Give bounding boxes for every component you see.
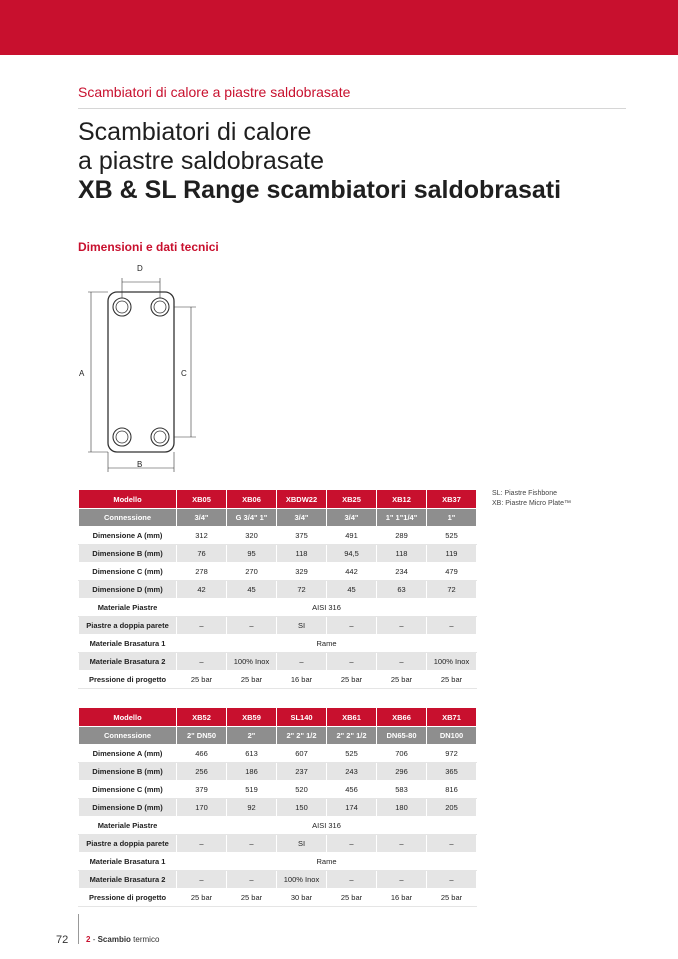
header-cell: XB25 xyxy=(327,490,377,509)
header-cell: XB61 xyxy=(327,708,377,727)
table-row xyxy=(79,745,477,763)
table-cell: – xyxy=(177,617,227,635)
table-cell: 25 bar xyxy=(427,671,477,689)
table-row xyxy=(79,853,477,871)
row-label: Materiale Piastre xyxy=(79,599,177,617)
table-cell: 3/4" xyxy=(177,509,227,527)
table-cell: 42 xyxy=(177,581,227,599)
table-row xyxy=(79,817,477,835)
title-line-2: a piastre saldobrasate xyxy=(78,147,324,175)
table-row xyxy=(79,727,477,745)
table-row xyxy=(79,653,477,671)
table-cell: 320 xyxy=(227,527,277,545)
footer-section-rest: termico xyxy=(133,935,160,944)
table-cell: DN100 xyxy=(427,727,477,745)
row-label: Dimensione D (mm) xyxy=(79,799,177,817)
header-cell: XB59 xyxy=(227,708,277,727)
table-cell: 174 xyxy=(327,799,377,817)
table-cell: 100% Inox xyxy=(277,871,327,889)
table-cell: – xyxy=(327,835,377,853)
table-cell: – xyxy=(377,835,427,853)
table-row xyxy=(79,635,477,653)
row-label: Dimensione A (mm) xyxy=(79,527,177,545)
table-cell: 289 xyxy=(377,527,427,545)
label-c: C xyxy=(181,369,187,378)
header-cell: XB37 xyxy=(427,490,477,509)
header-divider xyxy=(78,108,626,109)
table-cell: – xyxy=(177,835,227,853)
header-cell: SL140 xyxy=(277,708,327,727)
table-cell: 25 bar xyxy=(227,671,277,689)
header-cell: XB12 xyxy=(377,490,427,509)
row-label: Dimensione B (mm) xyxy=(79,763,177,781)
table-cell: 2" 2" 1/2 xyxy=(277,727,327,745)
title-line-1: Scambiatori di calore xyxy=(78,118,312,146)
plate-notes xyxy=(492,489,571,509)
table-row xyxy=(79,527,477,545)
table-cell: – xyxy=(427,871,477,889)
table-cell: 186 xyxy=(227,763,277,781)
table-cell: – xyxy=(227,835,277,853)
table-row xyxy=(79,781,477,799)
header-cell: Modello xyxy=(79,490,177,509)
label-b: B xyxy=(137,460,143,469)
table-cell: 525 xyxy=(427,527,477,545)
row-label: Pressione di progetto xyxy=(79,889,177,907)
table-cell: – xyxy=(327,871,377,889)
row-label: Materiale Brasatura 2 xyxy=(79,653,177,671)
table-cell: Rame xyxy=(177,853,477,871)
table-cell: 519 xyxy=(227,781,277,799)
header-cell: XBDW22 xyxy=(277,490,327,509)
row-label: Connessione xyxy=(79,509,177,527)
table-row xyxy=(79,871,477,889)
footer-separator: - xyxy=(92,935,96,944)
row-label: Dimensione C (mm) xyxy=(79,781,177,799)
table-cell: 3/4" xyxy=(327,509,377,527)
row-label: Piastre a doppia parete xyxy=(79,617,177,635)
table-row xyxy=(79,509,477,527)
table-cell: 72 xyxy=(427,581,477,599)
table-cell: 72 xyxy=(277,581,327,599)
table-cell: 2" 2" 1/2 xyxy=(327,727,377,745)
table-cell: 95 xyxy=(227,545,277,563)
table-cell: – xyxy=(327,653,377,671)
table-cell: Rame xyxy=(177,635,477,653)
table-row xyxy=(79,799,477,817)
note-xb: XB: Piastre Micro Plate™ xyxy=(492,500,571,507)
spec-table-2 xyxy=(78,707,477,907)
page-number: 72 xyxy=(56,934,69,946)
row-label: Dimensione B (mm) xyxy=(79,545,177,563)
dimension-diagram xyxy=(74,258,204,483)
table-row xyxy=(79,599,477,617)
header-cell: XB66 xyxy=(377,708,427,727)
table-cell: 456 xyxy=(327,781,377,799)
row-label: Connessione xyxy=(79,727,177,745)
header-cell: XB06 xyxy=(227,490,277,509)
plate-outline xyxy=(108,292,174,452)
table-cell: 76 xyxy=(177,545,227,563)
header-cell: XB52 xyxy=(177,708,227,727)
table-cell: 2" DN50 xyxy=(177,727,227,745)
table-cell: 365 xyxy=(427,763,477,781)
table-cell: 3/4" xyxy=(277,509,327,527)
table-cell: 25 bar xyxy=(327,889,377,907)
table-row xyxy=(79,835,477,853)
footer-section-bold: Scambio xyxy=(97,935,131,944)
spec-table-1 xyxy=(78,489,477,689)
table-cell: G 3/4" 1" xyxy=(227,509,277,527)
header-cell: XB05 xyxy=(177,490,227,509)
table-cell: 607 xyxy=(277,745,327,763)
table-cell: 1" xyxy=(427,509,477,527)
table-cell: – xyxy=(327,617,377,635)
row-label: Dimensione D (mm) xyxy=(79,581,177,599)
table-cell: – xyxy=(277,653,327,671)
table-cell: 972 xyxy=(427,745,477,763)
table-cell: 270 xyxy=(227,563,277,581)
table-cell: 379 xyxy=(177,781,227,799)
row-label: Dimensione C (mm) xyxy=(79,563,177,581)
footer-section xyxy=(86,935,159,944)
table-cell: 119 xyxy=(427,545,477,563)
subheading: Dimensioni e dati tecnici xyxy=(78,240,219,254)
table-cell: 256 xyxy=(177,763,227,781)
page-title xyxy=(78,118,561,205)
table-cell: 118 xyxy=(277,545,327,563)
label-a: A xyxy=(79,369,85,378)
section-title: Scambiatori di calore a piastre saldobrasate xyxy=(78,84,351,100)
table-cell: 296 xyxy=(377,763,427,781)
table-cell: SI xyxy=(277,617,327,635)
table-cell: – xyxy=(177,871,227,889)
table-cell: 150 xyxy=(277,799,327,817)
table-cell: 16 bar xyxy=(377,889,427,907)
table-header-row xyxy=(79,708,477,727)
table-cell: 375 xyxy=(277,527,327,545)
table-cell: 25 bar xyxy=(177,889,227,907)
table-cell: 180 xyxy=(377,799,427,817)
table-cell: – xyxy=(227,617,277,635)
row-label: Materiale Piastre xyxy=(79,817,177,835)
table-row xyxy=(79,545,477,563)
table-cell: 312 xyxy=(177,527,227,545)
section-number: 2 xyxy=(86,935,91,944)
table-row xyxy=(79,763,477,781)
title-line-3: XB & SL Range scambiatori saldobrasati xyxy=(78,176,562,204)
table-cell: 1" 1"1/4" xyxy=(377,509,427,527)
table-cell: 816 xyxy=(427,781,477,799)
header-cell: Modello xyxy=(79,708,177,727)
table-row xyxy=(79,671,477,689)
table-row xyxy=(79,889,477,907)
table-cell: 25 bar xyxy=(227,889,277,907)
table-cell: 45 xyxy=(227,581,277,599)
table-cell: 92 xyxy=(227,799,277,817)
table-cell: 205 xyxy=(427,799,477,817)
table-cell: 329 xyxy=(277,563,327,581)
row-label: Materiale Brasatura 1 xyxy=(79,635,177,653)
label-d: D xyxy=(137,264,143,273)
note-sl: SL: Piastre Fishbone xyxy=(492,490,557,497)
table-cell: AISI 316 xyxy=(177,599,477,617)
table-cell: 25 bar xyxy=(327,671,377,689)
table-cell: AISI 316 xyxy=(177,817,477,835)
table-cell: – xyxy=(377,653,427,671)
table-cell: 520 xyxy=(277,781,327,799)
table-cell: – xyxy=(427,617,477,635)
table-cell: 25 bar xyxy=(177,671,227,689)
table-cell: 25 bar xyxy=(427,889,477,907)
table-cell: 466 xyxy=(177,745,227,763)
table-cell: – xyxy=(177,653,227,671)
table-cell: 583 xyxy=(377,781,427,799)
table-cell: 479 xyxy=(427,563,477,581)
table-cell: – xyxy=(427,835,477,853)
footer-divider xyxy=(78,914,79,944)
table-cell: 706 xyxy=(377,745,427,763)
table-cell: 442 xyxy=(327,563,377,581)
table-cell: 613 xyxy=(227,745,277,763)
row-label: Dimensione A (mm) xyxy=(79,745,177,763)
table-cell: 100% Inox xyxy=(227,653,277,671)
table-cell: – xyxy=(377,871,427,889)
table-row xyxy=(79,563,477,581)
table-row xyxy=(79,581,477,599)
table-cell: 45 xyxy=(327,581,377,599)
table-cell: 278 xyxy=(177,563,227,581)
row-label: Piastre a doppia parete xyxy=(79,835,177,853)
row-label: Materiale Brasatura 2 xyxy=(79,871,177,889)
table-cell: 237 xyxy=(277,763,327,781)
table-cell: 94,5 xyxy=(327,545,377,563)
table-cell: 63 xyxy=(377,581,427,599)
table-cell: 2" xyxy=(227,727,277,745)
header-cell: XB71 xyxy=(427,708,477,727)
table-cell: 243 xyxy=(327,763,377,781)
table-cell: DN65-80 xyxy=(377,727,427,745)
table-header-row xyxy=(79,490,477,509)
table-cell: – xyxy=(227,871,277,889)
table-cell: 100% Inox xyxy=(427,653,477,671)
table-cell: 170 xyxy=(177,799,227,817)
row-label: Materiale Brasatura 1 xyxy=(79,853,177,871)
table-cell: – xyxy=(377,617,427,635)
table-cell: SI xyxy=(277,835,327,853)
table-cell: 234 xyxy=(377,563,427,581)
table-cell: 16 bar xyxy=(277,671,327,689)
table-cell: 491 xyxy=(327,527,377,545)
table-cell: 30 bar xyxy=(277,889,327,907)
table-cell: 525 xyxy=(327,745,377,763)
table-cell: 25 bar xyxy=(377,671,427,689)
plate-diagram-icon xyxy=(74,258,204,478)
table-cell: 118 xyxy=(377,545,427,563)
row-label: Pressione di progetto xyxy=(79,671,177,689)
table-row xyxy=(79,617,477,635)
top-color-bar xyxy=(0,0,678,55)
